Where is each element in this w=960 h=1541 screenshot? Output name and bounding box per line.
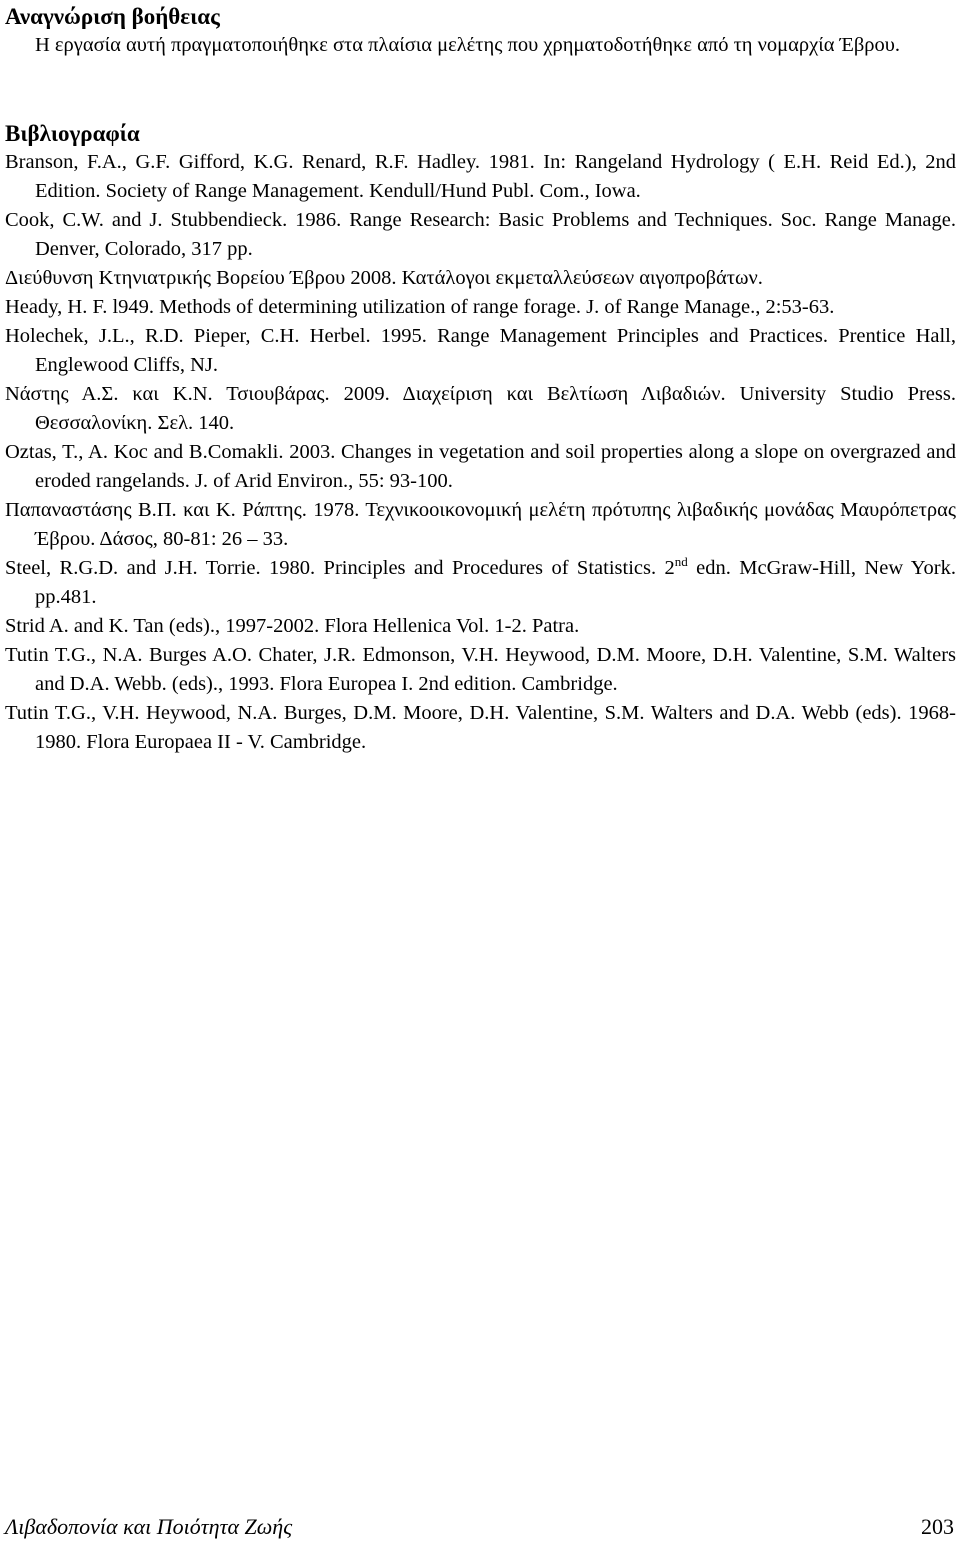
- reference-item: Παπαναστάσης Β.Π. και Κ. Ράπτης. 1978. Τεχνικοοικονομική μελέτη πρότυπης λιβαδικής μονάδας Μαυρόπετρας Έβρου. Δάσος, 80-81: 26 – 33.: [5, 499, 956, 550]
- reference-list: [5, 148, 956, 757]
- bibliography-heading: Βιβλιογραφία: [5, 121, 140, 146]
- reference-item: Tutin T.G., V.H. Heywood, N.A. Burges, D.M. Moore, D.H. Valentine, S.M. Walters and D.A. Webb (eds). 1968-1980. Flora Europaea II - V. Cambridge.: [5, 702, 956, 753]
- footer-journal-title: Λιβαδοπονία και Ποιότητα Ζωής: [5, 1514, 293, 1539]
- reference-item: Heady, H. F. l949. Methods of determining utilization of range forage. J. of Range Manage., 2:53-63.: [5, 296, 835, 318]
- reference-superscript: nd: [674, 554, 688, 570]
- reference-item: Strid A. and K. Tan (eds)., 1997-2002. Flora Hellenica Vol. 1-2. Patra.: [5, 615, 580, 637]
- acknowledgement-text: Η εργασία αυτή πραγματοποιήθηκε στα πλαίσια μελέτης που χρηματοδοτήθηκε από τη νομαρχία Έβρου.: [35, 34, 901, 56]
- reference-item: Holechek, J.L., R.D. Pieper, C.H. Herbel. 1995. Range Management Principles and Practices. Prentice Hall, Englewood Cliffs, NJ.: [5, 325, 956, 376]
- reference-item: Tutin T.G., N.A. Burges A.O. Chater, J.R. Edmonson, V.H. Heywood, D.M. Moore, D.H. Valentine, S.M. Walters and D.A. Webb. (eds)., 1993. Flora Europea I. 2nd edition. Cambridge.: [5, 644, 956, 695]
- reference-item: Διεύθυνση Κτηνιατρικής Βορείου Έβρου 2008. Κατάλογοι εκμεταλλεύσεων αιγοπροβάτων.: [5, 267, 763, 289]
- reference-item: Νάστης Α.Σ. και Κ.Ν. Τσιουβάρας. 2009. Διαχείριση και Βελτίωση Λιβαδιών. University Studio Press. Θεσσαλονίκη. Σελ. 140.: [5, 383, 956, 434]
- acknowledgement-heading: Αναγνώριση βοήθειας: [5, 4, 220, 29]
- reference-item: Oztas, T., A. Koc and B.Comakli. 2003. Changes in vegetation and soil properties along a slope on overgrazed and eroded rangelands. J. of Arid Environ., 55: 93-100.: [5, 441, 956, 492]
- reference-item: [5, 554, 956, 612]
- reference-item: Branson, F.A., G.F. Gifford, K.G. Renard, R.F. Hadley. 1981. In: Rangeland Hydrology ( E.H. Reid Ed.), 2nd Edition. Society of Range Management. Kendull/Hund Publ. Com., Iowa.: [5, 151, 956, 202]
- reference-text: Steel, R.G.D. and J.H. Torrie. 1980. Principles and Procedures of Statistics. 2: [5, 557, 675, 579]
- reference-item: Cook, C.W. and J. Stubbendieck. 1986. Range Research: Basic Problems and Techniques. Soc. Range Manage. Denver, Colorado, 317 pp.: [5, 209, 956, 260]
- reference-text: edn. McGraw-Hill, New York. pp.481.: [35, 557, 956, 608]
- page-number: 203: [921, 1514, 954, 1539]
